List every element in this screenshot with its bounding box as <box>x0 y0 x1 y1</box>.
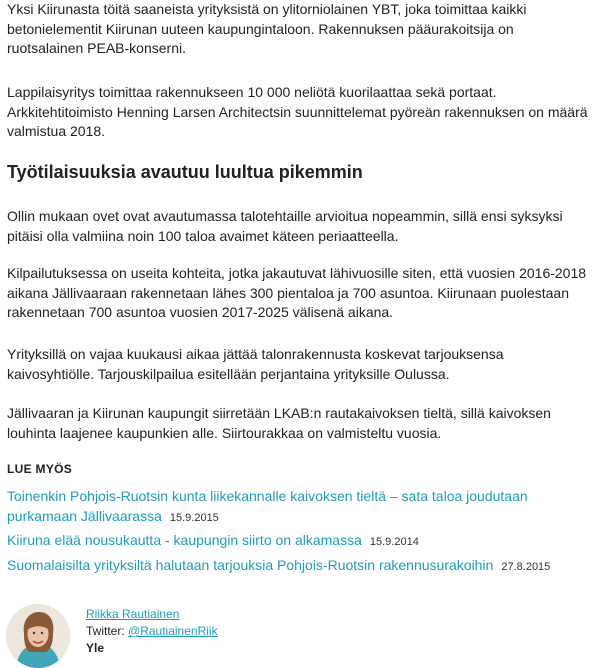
related-article-date: 27.8.2015 <box>501 560 551 573</box>
article-paragraph: Ollin mukaan ovet ovat avautumassa talotehtaille arvioitua nopeammin, sillä ensi syksyksi pitäisi olla valmiina noin 100 taloa avaimet käteen periaatteella. <box>7 208 563 244</box>
related-article-item <box>7 487 592 528</box>
author-card <box>6 604 306 664</box>
article-paragraph: Kilpailutuksessa on useita kohteita, jotka jakautuvat lähivuosille siten, että vuosien 2016-2018 aikana Jällivaaraan rakennetaan lähes 300 pientaloa ja 700 asuntoa. Kiirunaan puolestaan rakennetaan 700 asuntoa vuosien 2017-2025 välisenä aikana. <box>7 265 587 320</box>
twitter-handle-link[interactable]: @RautiainenRiik <box>128 624 218 638</box>
related-heading: LUE MYÖS <box>7 462 73 476</box>
related-article-date: 15.9.2015 <box>169 511 219 524</box>
author-portrait-icon <box>6 604 70 668</box>
author-twitter <box>86 623 218 639</box>
author-name-link[interactable]: Riikka Rautiainen <box>86 607 180 621</box>
article-paragraph: Lappilaisyritys toimittaa rakennukseen 10 000 neliötä kuorilaattaa sekä portaat. Arkkitehtitoimisto Henning Larsen Architectsin suunnittelemat pyöreän rakennuksen on määrä valmistua 2018. <box>7 84 588 139</box>
related-article-link[interactable]: Toinenkin Pohjois-Ruotsin kunta liikekannalle kaivoksen tieltä – sata taloa joudutaan purkamaan Jällivaarassa <box>7 488 528 524</box>
related-article-link[interactable]: Kiiruna elää nousukautta - kaupungin siirto on alkamassa <box>7 532 362 548</box>
author-avatar <box>6 604 70 668</box>
article-paragraph: Yksi Kiirunasta töitä saaneista yrityksistä on ylitorniolainen YBT, joka toimittaa kaikki betonielementit Kiirunan uuteen kaupungintaloon. Rakennuksen pääurakoitsija on ruotsalainen PEAB-konserni. <box>7 1 527 56</box>
article-subheading: Työtilaisuuksia avautuu luultua pikemmin <box>7 162 363 182</box>
related-article-link[interactable]: Suomalaisilta yrityksiltä halutaan tarjouksia Pohjois-Ruotsin rakennusurakoihin <box>7 556 494 573</box>
related-article-date: 15.9.2014 <box>369 536 419 548</box>
article-paragraph: Jällivaaran ja Kiirunan kaupungit siirretään LKAB:n rautakaivoksen tieltä, sillä kaivoksen louhinta laajenee kaupunkien alle. Siirtourakkaa on valmisteltu vuosia. <box>7 405 551 441</box>
article-paragraph: Yrityksillä on vajaa kuukausi aikaa jättää talonrakennusta koskevat tarjouksensa kaivosyhtiölle. Tarjouskilpailua esitellään perjantaina yrityksille Oulussa. <box>7 346 504 382</box>
author-organization: Yle <box>86 641 105 655</box>
related-articles-list <box>7 487 592 580</box>
related-article-item <box>7 531 592 553</box>
twitter-label: Twitter: <box>86 624 125 638</box>
related-article-item <box>7 556 592 578</box>
